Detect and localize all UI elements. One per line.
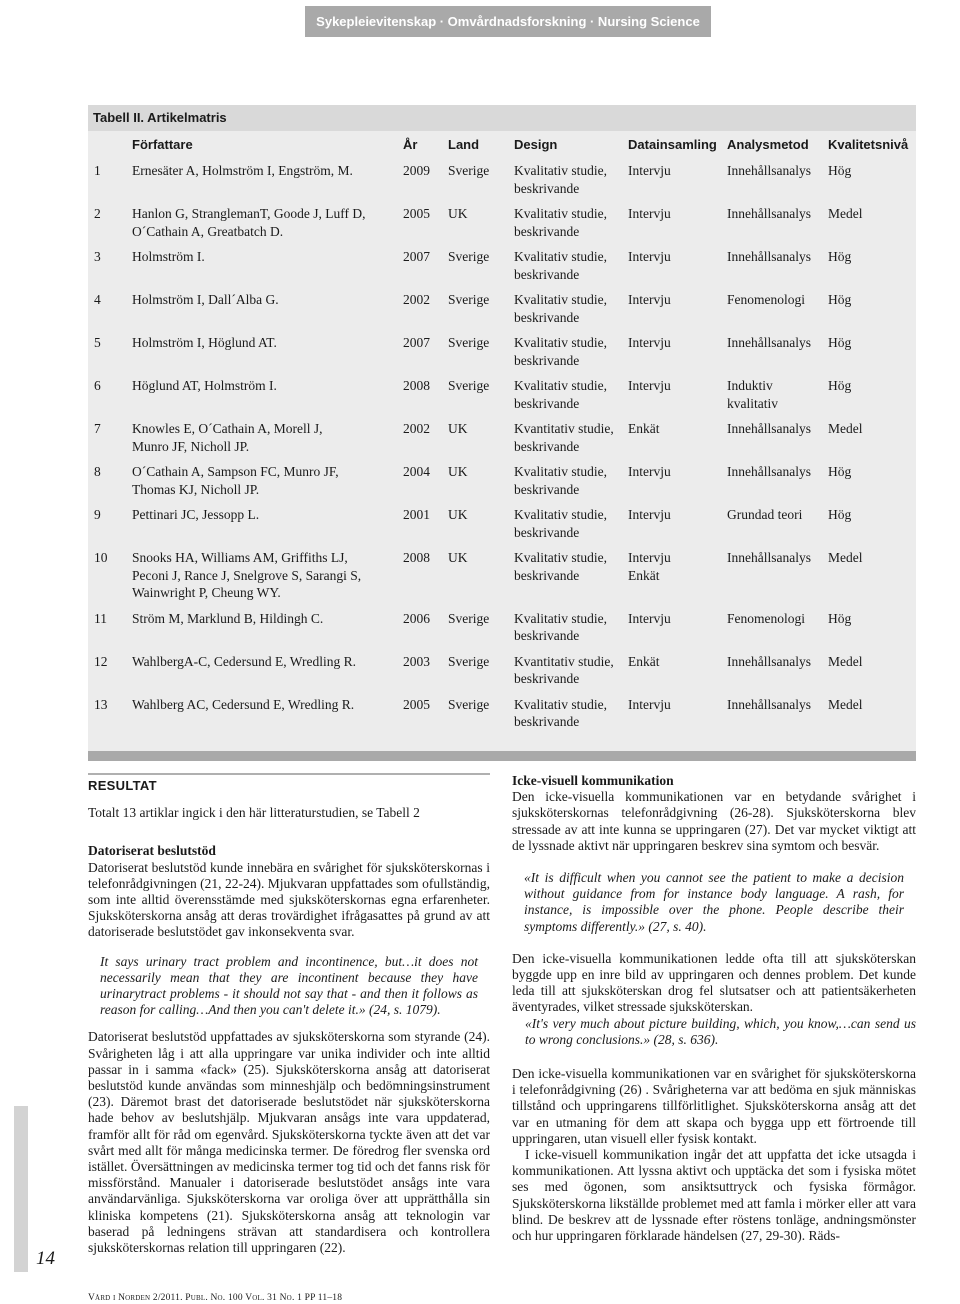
row-author — [132, 696, 403, 739]
row-quality: Hög — [828, 610, 852, 626]
row-quality: Hög — [828, 335, 852, 350]
row-author-line: Wahlberg AC, Cedersund E, Wredling R. — [132, 696, 355, 712]
table-header-row — [88, 131, 916, 158]
table-row — [88, 291, 916, 334]
row-year: 2005 — [403, 696, 430, 712]
col-header-country: Land — [448, 137, 480, 152]
row-author — [132, 549, 403, 610]
subheading-datoriserat: Datoriserat beslutstöd — [88, 843, 216, 859]
row-year: 2007 — [403, 249, 430, 264]
row-design — [514, 653, 628, 696]
table-row — [88, 653, 916, 696]
row-design-line: Kvalitativ studie, — [514, 163, 607, 178]
row-author-line: Snooks HA, Williams AM, Griffiths LJ, — [132, 550, 348, 565]
row-data-collection-line: Enkät — [628, 567, 660, 583]
row-data-collection — [628, 610, 727, 653]
row-quality: Hög — [828, 507, 852, 522]
row-number: 5 — [94, 335, 101, 350]
row-analysis — [727, 158, 828, 205]
row-year: 2005 — [403, 206, 430, 221]
row-data-collection — [628, 463, 727, 506]
row-design — [514, 205, 628, 248]
row-number: 6 — [94, 378, 101, 393]
quote-1: It says urinary tract problem and incontinence, but…it does not necessarily mean that they are incontinent because they have urinarytract problems - it should not say that - and then it follows as reason for calling…And then you can't delete it.» (24, s. 1079). — [100, 953, 478, 1018]
row-author — [132, 205, 403, 248]
footer-citation: Vård i Norden 2/2011. Publ. No. 100 Vol. 31 No. 1 PP 11–18 — [88, 1293, 343, 1303]
row-year: 2001 — [403, 507, 430, 522]
row-analysis-line: Fenomenologi — [727, 292, 805, 307]
row-design-line: Kvalitativ studie, — [514, 464, 607, 479]
row-country: UK — [448, 464, 468, 479]
row-design-line: beskrivande — [514, 628, 580, 643]
row-author — [132, 334, 403, 377]
row-data-collection — [628, 653, 727, 696]
row-quality: Medel — [828, 653, 863, 669]
row-design-line: beskrivande — [514, 524, 580, 540]
row-analysis — [727, 653, 828, 696]
paragraph-datoriserat-1: Datoriserat beslutstöd kunde innebära en svårighet för sjuksköterskornas i telefonrådgivningen (21, 22-24). Mjukvaran uppfattades som ofullständig, som inte alltid överensstämde med sjuksköterskornas egna erfarenheter. Sjuksköterskorna ansåg att deras trovärdighet ifrågasattes på grund av att datoriserade beslutstödet gav inkonsekventa svar. — [88, 859, 490, 940]
row-design-line: beskrivande — [514, 223, 580, 239]
row-data-collection — [628, 248, 727, 291]
row-design-line: beskrivande — [514, 266, 580, 282]
row-author-line: Peconi J, Rance J, Snelgrove S, Sarangi S, — [132, 567, 362, 583]
row-author-line: Munro JF, Nicholl JP. — [132, 438, 250, 454]
row-design-line: Kvalitativ studie, — [514, 335, 607, 350]
row-country: UK — [448, 550, 468, 565]
article-matrix-table — [88, 105, 916, 761]
col-header-year: År — [403, 137, 418, 152]
row-country: Sverige — [448, 653, 490, 669]
row-quality: Medel — [828, 696, 863, 712]
side-decoration-bar — [14, 1106, 28, 1272]
journal-banner: Sykepleievitenskap · Omvårdnadsforskning · Nursing Science — [305, 6, 711, 37]
row-data-collection — [628, 696, 727, 739]
row-author-line: Wainwright P, Cheung WY. — [132, 585, 281, 600]
row-quality: Medel — [828, 206, 863, 221]
row-author-line: Holmström I. — [132, 249, 205, 264]
table-row — [88, 158, 916, 205]
col-header-design: Design — [514, 137, 558, 152]
row-data-collection-line: Enkät — [628, 421, 660, 436]
row-author-line: WahlbergA-C, Cedersund E, Wredling R. — [132, 653, 356, 669]
row-number: 10 — [94, 550, 108, 565]
table-row — [88, 205, 916, 248]
row-analysis-line: Innehållsanalys — [727, 335, 811, 350]
row-design-line: Kvalitativ studie, — [514, 610, 607, 626]
row-analysis-line: Innehållsanalys — [727, 163, 811, 178]
row-country: UK — [448, 206, 468, 221]
row-analysis-line: Fenomenologi — [727, 610, 805, 626]
row-analysis — [727, 549, 828, 610]
row-author — [132, 653, 403, 696]
row-design-line: Kvantitativ studie, — [514, 653, 614, 669]
row-design-line: Kvalitativ studie, — [514, 206, 607, 221]
matrix — [88, 131, 916, 739]
table-row — [88, 610, 916, 653]
row-number: 1 — [94, 163, 101, 178]
row-country: Sverige — [448, 292, 490, 307]
table-row — [88, 463, 916, 506]
row-data-collection-line: Intervju — [628, 292, 671, 307]
row-author-line: Holmström I, Dall´Alba G. — [132, 292, 279, 307]
col-header-analysis: Analysmetod — [727, 137, 809, 152]
row-number: 2 — [94, 206, 101, 221]
row-data-collection-line: Intervju — [628, 335, 671, 350]
row-design-line: Kvantitativ studie, — [514, 421, 614, 436]
row-number: 9 — [94, 507, 101, 522]
row-data-collection-line: Intervju — [628, 206, 671, 221]
table-row — [88, 420, 916, 463]
row-design — [514, 334, 628, 377]
row-design-line: beskrivande — [514, 567, 580, 583]
paragraph-icke-visuell-1: Den icke-visuella kommunikationen var en betydande svårighet i sjuksköterskornas telefonrådgivning (26-28). Sjuksköterskorna blev stressade av att inte kunna se uppringaren (27). Det var mycket viktigt att de lyssnade aktivt när uppringaren beskrev sina symtom och besvär. — [512, 789, 916, 853]
row-data-collection-line: Intervju — [628, 696, 671, 712]
row-data-collection — [628, 158, 727, 205]
row-author-line: O´Cathain A, Sampson FC, Munro JF, — [132, 464, 339, 479]
row-analysis-line: Innehållsanalys — [727, 249, 811, 264]
row-data-collection — [628, 420, 727, 463]
row-author — [132, 248, 403, 291]
row-number: 11 — [94, 610, 107, 626]
table-row — [88, 334, 916, 377]
row-year: 2002 — [403, 292, 430, 307]
row-analysis — [727, 291, 828, 334]
row-number: 8 — [94, 464, 101, 479]
row-quality: Hög — [828, 464, 852, 479]
row-quality: Hög — [828, 292, 852, 307]
row-design-line: Kvalitativ studie, — [514, 292, 607, 307]
row-analysis — [727, 420, 828, 463]
section-title-resultat: RESULTAT — [88, 778, 157, 793]
row-country: Sverige — [448, 378, 490, 393]
row-data-collection-line: Intervju — [628, 378, 671, 393]
row-author-line: Knowles E, O´Cathain A, Morell J, — [132, 421, 323, 436]
row-design-line: beskrivande — [514, 438, 580, 454]
paragraph-icke-visuell-4: I icke-visuell kommunikation ingår det att uppfatta det icke utsagda i kommunikationen. Att lyssna aktivt och upptäcka det som i fysiska mötet ses med ögonen, som ansiktsuttryck och fysiska förmågor. Sjuksköterskorna likställde problemet med att famla i mörker eller att vara blind. De beskrev att de lyssnade efter röstens tonläge, andningsmönster och hur uppringaren förklarade händelsen (27, 29-30). Räds- — [512, 1147, 916, 1244]
row-data-collection — [628, 377, 727, 420]
row-quality: Medel — [828, 550, 863, 565]
row-analysis — [727, 248, 828, 291]
quote-2: «It is difficult when you cannot see the patient to make a decision without guidance from for instance body language. A rash, for instance, is impossible over the phone. People describe their symptoms differently.» (27, s. 40). — [524, 870, 904, 934]
quote-3: «It's very much about picture building, which, you know,…can send us to wrong conclusions.» (28, s. 636). — [525, 1015, 916, 1047]
row-design — [514, 610, 628, 653]
row-data-collection — [628, 334, 727, 377]
row-year: 2008 — [403, 378, 430, 393]
table-row — [88, 696, 916, 739]
row-analysis-line: Innehållsanalys — [727, 206, 811, 221]
row-analysis-line: Induktiv — [727, 378, 773, 393]
right-column — [512, 773, 916, 1244]
row-number: 13 — [94, 696, 108, 712]
row-author-line: Ernesäter A, Holmström I, Engström, M. — [132, 163, 353, 178]
row-quality: Medel — [828, 421, 863, 436]
row-analysis — [727, 610, 828, 653]
row-analysis — [727, 696, 828, 739]
row-year: 2004 — [403, 464, 430, 479]
row-design-line: beskrivande — [514, 309, 580, 325]
row-design — [514, 696, 628, 739]
row-data-collection — [628, 549, 727, 610]
row-year: 2002 — [403, 421, 430, 436]
table-row — [88, 549, 916, 610]
table-row — [88, 377, 916, 420]
row-quality: Hög — [828, 249, 852, 264]
row-design — [514, 549, 628, 610]
row-design-line: Kvalitativ studie, — [514, 378, 607, 393]
row-analysis-line: kvalitativ — [727, 395, 778, 411]
row-author — [132, 420, 403, 463]
row-number: 7 — [94, 421, 101, 436]
row-data-collection-line: Intervju — [628, 163, 671, 178]
row-analysis — [727, 334, 828, 377]
row-design-line: beskrivande — [514, 671, 580, 686]
row-author — [132, 463, 403, 506]
row-quality: Hög — [828, 163, 852, 178]
col-header-number — [88, 131, 132, 158]
row-author — [132, 158, 403, 205]
row-design — [514, 158, 628, 205]
row-design-line: beskrivande — [514, 352, 580, 368]
col-header-data-collection: Datainsamling — [628, 137, 717, 152]
row-data-collection — [628, 506, 727, 549]
row-design-line: beskrivande — [514, 481, 580, 497]
row-design-line: Kvalitativ studie, — [514, 696, 607, 712]
row-data-collection-line: Intervju — [628, 610, 671, 626]
row-analysis — [727, 377, 828, 420]
row-author — [132, 610, 403, 653]
row-analysis — [727, 506, 828, 549]
row-data-collection-line: Intervju — [628, 249, 671, 264]
row-analysis — [727, 463, 828, 506]
row-data-collection-line: Intervju — [628, 507, 671, 522]
row-analysis-line: Innehållsanalys — [727, 653, 811, 669]
col-header-author: Författare — [132, 137, 193, 152]
row-data-collection — [628, 205, 727, 248]
row-country: UK — [448, 421, 468, 436]
subheading-icke-visuell: Icke-visuell kommunikation — [512, 773, 674, 788]
row-country: UK — [448, 507, 468, 522]
row-design — [514, 506, 628, 549]
row-design-line: beskrivande — [514, 180, 580, 196]
row-year: 2007 — [403, 335, 430, 350]
row-author-line: Höglund AT, Holmström I. — [132, 378, 277, 393]
paragraph-icke-visuell-3: Den icke-visuella kommunikationen var en svårighet för sjuksköterskorna i telefonrådgivning (26) . Svårigheterna var att bedöma en sjuk människas tillstånd och uppringarens tillförlitlighet. Sjuksköterskorna ansåg att det var en utmaning för dem att skapa och bygga upp ett förtroende till uppringaren, utan visuell eller fysisk kontakt. — [512, 1066, 916, 1146]
row-year: 2008 — [403, 550, 430, 565]
row-data-collection — [628, 291, 727, 334]
row-data-collection-line: Intervju — [628, 550, 671, 565]
intro-paragraph: Totalt 13 artiklar ingick i den här litteraturstudien, se Tabell 2 — [88, 805, 420, 821]
page-number: 14 — [36, 1248, 55, 1269]
row-analysis-line: Innehållsanalys — [727, 550, 811, 565]
row-year: 2006 — [403, 610, 430, 626]
row-quality: Hög — [828, 378, 852, 393]
row-author-line: Hanlon G, StranglemanT, Goode J, Luff D, — [132, 206, 366, 221]
row-country: Sverige — [448, 696, 490, 712]
row-country: Sverige — [448, 249, 490, 264]
row-design — [514, 377, 628, 420]
row-analysis-line: Innehållsanalys — [727, 696, 811, 712]
row-analysis-line: Innehållsanalys — [727, 421, 811, 436]
row-design-line: Kvalitativ studie, — [514, 507, 607, 522]
row-author-line: Holmström I, Höglund AT. — [132, 335, 277, 350]
row-data-collection-line: Intervju — [628, 464, 671, 479]
section-rule — [88, 773, 490, 775]
row-country: Sverige — [448, 610, 490, 626]
table-row — [88, 248, 916, 291]
table-row — [88, 506, 916, 549]
row-design — [514, 463, 628, 506]
row-year: 2003 — [403, 653, 430, 669]
col-header-quality: Kvalitetsnivå — [828, 137, 909, 152]
row-author-line: Pettinari JC, Jessopp L. — [132, 507, 260, 522]
row-author-line: Ström M, Marklund B, Hildingh C. — [132, 610, 324, 626]
row-author-line: Thomas KJ, Nicholl JP. — [132, 481, 260, 497]
row-country: Sverige — [448, 163, 490, 178]
left-column — [88, 773, 490, 1256]
table-bottom-bar — [88, 751, 916, 761]
row-number: 4 — [94, 292, 101, 307]
row-author — [132, 377, 403, 420]
paragraph-datoriserat-2: Datoriserat beslutstöd uppfattades av sjuksköterskorna som styrande (24). Svårigheten låg i att alla uppringare var unika individer och inte alltid passar in i samma «fack» (25). Sjuksköterskorna ansåg att datoriserat beslutstöd kunde användas som minneshjälp och bedömningsinstrument (23). Däremot brast det datoriserade beslutstödet när sjuksköterskorna hade behov av beslutshjälp. Mjukvaran ansågs inte vara uppdaterad, framför allt för råd om egenvård. Sjuksköterskorna tyckte även att det var svårt med allt för många medicinska termer. De föredrog fler svenska ord istället. Översättningen av medicinska termer tog tid och det fanns risk för missförstånd. Manualer i datoriserade beslutstödet ansågs inte vara användarvänliga. Sjuksköterskorna var oroliga över att upprätthålla sin kliniska kompetens (21). Sjuksköterskorna ansåg att teknologin var baserad på ledningens strävan att standardisera och kontrollera sjuksköterskornas relation till uppringaren (22). — [88, 1029, 490, 1256]
row-design — [514, 291, 628, 334]
table-title: Tabell II. Artikelmatris — [88, 105, 916, 131]
row-design-line: beskrivande — [514, 714, 580, 729]
row-number: 3 — [94, 249, 101, 264]
row-author — [132, 506, 403, 549]
row-analysis — [727, 205, 828, 248]
row-data-collection-line: Enkät — [628, 653, 660, 669]
row-design-line: beskrivande — [514, 395, 580, 411]
row-design-line: Kvalitativ studie, — [514, 249, 607, 264]
row-country: Sverige — [448, 335, 490, 350]
row-design — [514, 248, 628, 291]
row-author — [132, 291, 403, 334]
paragraph-icke-visuell-2: Den icke-visuella kommunikationen ledde ofta till att sjuksköterskan byggde upp en inre bild av uppringaren och dennes problem. Det kunde leda till att sjuksköterskan drog fel slutsatser och att patientsäkerheten äventyrades, vilket stressade sjuksköterskan. — [512, 950, 916, 1015]
row-analysis-line: Grundad teori — [727, 507, 803, 522]
row-year: 2009 — [403, 163, 430, 178]
row-author-line: O´Cathain A, Greatbatch D. — [132, 223, 284, 239]
row-number: 12 — [94, 653, 108, 669]
row-design — [514, 420, 628, 463]
row-design-line: Kvalitativ studie, — [514, 550, 607, 565]
row-analysis-line: Innehållsanalys — [727, 464, 811, 479]
